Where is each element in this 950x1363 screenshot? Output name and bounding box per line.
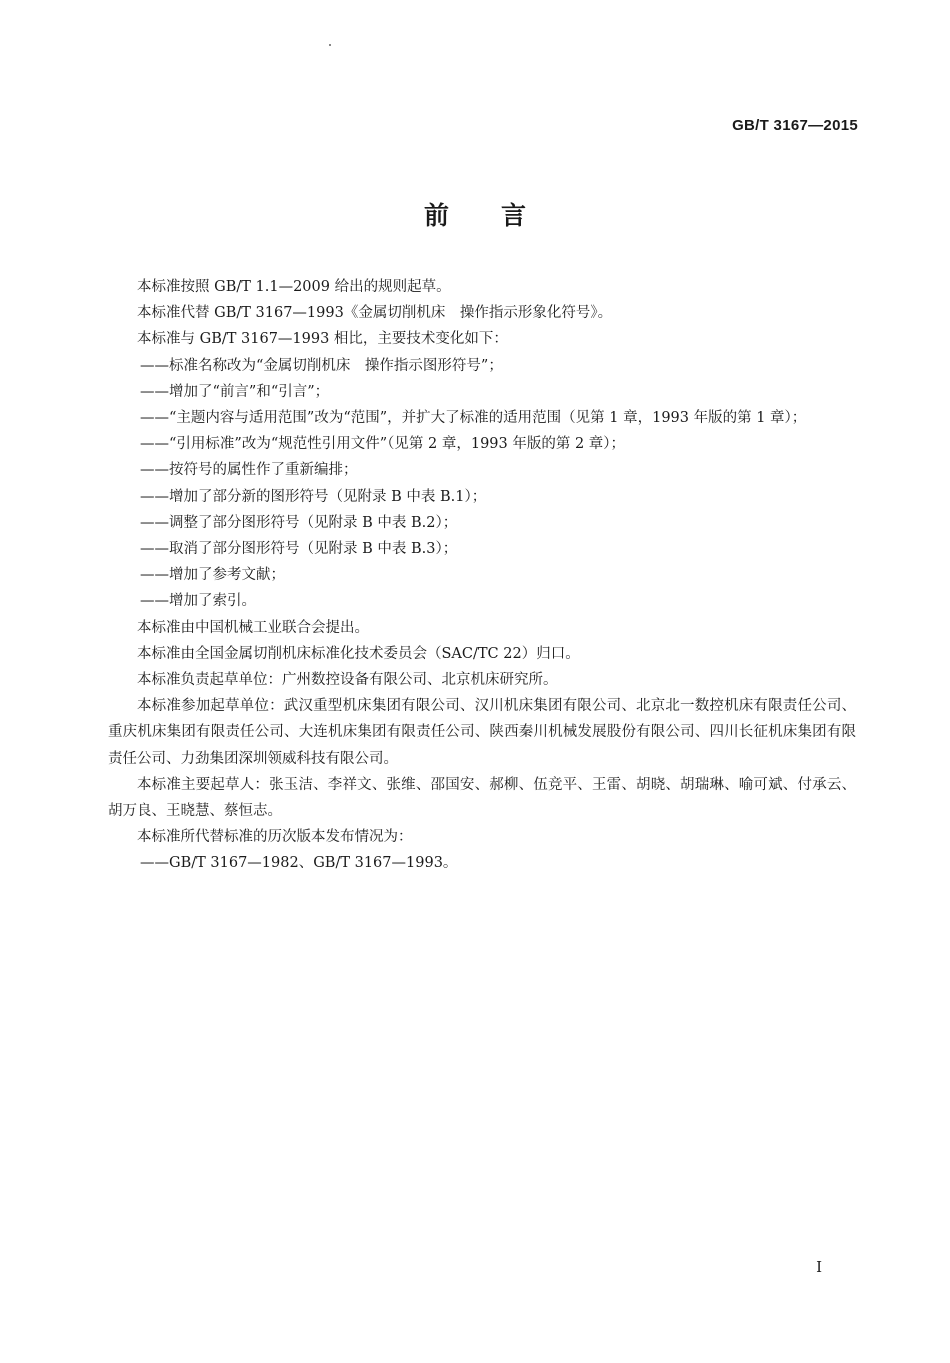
list-item-change: ——调整了部分图形符号（见附录 B 中表 B.2）； [140,514,458,531]
list-item-change: ——增加了部分新的图形符号（见附录 B 中表 B.1）； [140,488,487,505]
paragraph-participating-drafters: 本标准参加起草单位：武汉重型机床集团有限公司、汉川机床集团有限公司、北京北一数控机床有限责任公司、重庆机床集团有限责任公司、大连机床集团有限责任公司、陕西秦川机械发展股份有限公司、四川长征机床集团有限责任公司、力劲集团深圳领威科技有限公司。 [108,698,856,767]
document-body [108,274,856,877]
paragraph-responsible-drafters: 本标准负责起草单位：广州数控设备有限公司、北京机床研究所。 [137,672,558,689]
paragraph-proposer: 本标准由中国机械工业联合会提出。 [137,619,369,636]
list-item-change: ——标准名称改为“金属切削机床 操作指示图形符号”； [140,357,503,374]
paragraph-administrator: 本标准由全国金属切削机床标准化技术委员会（SAC/TC 22）归口。 [137,645,580,662]
page-title: 前言 [423,201,578,230]
paragraph-replaces: 本标准代替 GB/T 3167—1993《金属切削机床 操作指示形象化符号》。 [137,305,613,322]
list-item-change: ——“引用标准”改为“规范性引用文件”（见第 2 章，1993 年版的第 2 章）； [140,436,626,453]
paragraph-drafting-rules: 本标准按照 GB/T 1.1—2009 给出的规则起草。 [137,279,451,295]
list-item-change: ——增加了“前言”和“引言”； [140,383,330,400]
list-item-change: ——增加了参考文献； [140,567,285,584]
list-item-change: ——“主题内容与适用范围”改为“范围”，并扩大了标准的适用范围（见第 1 章，1993 年版的第 1 章）； [140,410,807,427]
list-item-history: ——GB/T 3167—1982、GB/T 3167—1993。 [140,855,458,872]
page-number: I [816,1258,822,1276]
standard-code: GB/T 3167—2015 [732,117,858,134]
scan-speck [329,44,331,46]
list-item-change: ——按符号的属性作了重新编排； [140,462,358,479]
list-item-change: ——取消了部分图形符号（见附录 B 中表 B.3）； [140,541,458,558]
list-item-change: ——增加了索引。 [140,593,256,610]
paragraph-history-intro: 本标准所代替标准的历次版本发布情况为： [137,829,413,846]
paragraph-changes-intro: 本标准与 GB/T 3167—1993 相比，主要技术变化如下： [137,331,508,348]
paragraph-main-drafters: 本标准主要起草人：张玉洁、李祥文、张维、邵国安、郝柳、伍竞平、王雷、胡晓、胡瑞琳、喻可斌、付承云、胡万良、王晓慧、蔡恒志。 [108,776,856,820]
